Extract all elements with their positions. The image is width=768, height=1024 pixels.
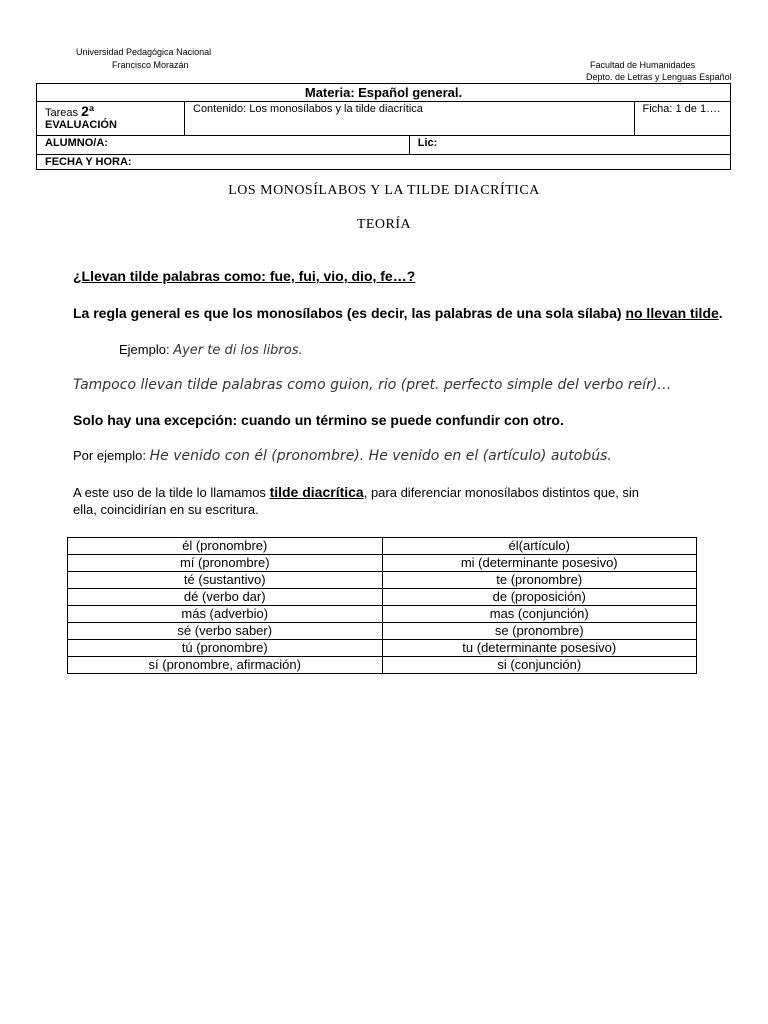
table-row [68, 657, 697, 674]
rule-emphasis: no llevan tilde [625, 305, 719, 321]
example2-text: He venido con él (pronombre). He venido en el (artículo) autobús. [149, 448, 612, 464]
table-cell-left: mí (pronombre) [68, 555, 383, 572]
table-cell-right: tu (determinante posesivo) [382, 640, 697, 657]
table-cell-left: dé (verbo dar) [68, 589, 383, 606]
materia-cell [37, 84, 731, 102]
table-cell-right: mi (determinante posesivo) [382, 555, 697, 572]
contenido-cell: Contenido: Los monosílabos y la tilde diacrítica [185, 102, 635, 136]
table-cell-right: si (conjunción) [382, 657, 697, 674]
tampoco-paragraph: Tampoco llevan tilde palabras como guion, rio (pret. perfecto simple del verbo reír)… [73, 377, 672, 393]
table-cell-right: te (pronombre) [382, 572, 697, 589]
usage-emphasis: tilde diacrítica [269, 484, 364, 500]
usage-line1-end: , para diferenciar monosílabos distintos que, sin [363, 485, 640, 500]
table-row [68, 538, 697, 555]
tareas-label: Tareas [45, 107, 79, 119]
usage-paragraph [73, 484, 713, 518]
table-row [68, 640, 697, 657]
tareas-cell [37, 102, 185, 136]
department-name: Depto. de Letras y Lenguas Español [586, 72, 732, 82]
table-cell-left: sí (pronombre, afirmación) [68, 657, 383, 674]
table-row [68, 555, 697, 572]
table-cell-right: él(artículo) [382, 538, 697, 555]
usage-line2: ella, coincidirían en su escritura. [73, 502, 259, 517]
table-cell-left: tú (pronombre) [68, 640, 383, 657]
lic-field: Lic: [409, 136, 730, 155]
faculty-header [586, 59, 732, 83]
example1-label: Ejemplo: [119, 342, 170, 357]
usage-start: A este uso de la tilde lo llamamos [73, 485, 266, 500]
faculty-name: Facultad de Humanidades [590, 60, 696, 70]
example1 [119, 342, 303, 358]
table-cell-left: té (sustantivo) [68, 572, 383, 589]
table-row [68, 623, 697, 640]
table-row [68, 606, 697, 623]
table-row [68, 589, 697, 606]
page-title: LOS MONOSÍLABOS Y LA TILDE DIACRÍTICA [228, 183, 540, 198]
example2 [73, 448, 612, 464]
rule-paragraph [73, 305, 723, 321]
table-row [68, 572, 697, 589]
materia-value: Español general. [358, 85, 463, 100]
evaluacion-label: EVALUACIÓN [45, 119, 117, 131]
university-header [76, 46, 211, 72]
table-cell-right: de (proposición) [382, 589, 697, 606]
exception-paragraph: Solo hay una excepción: cuando un término se puede confundir con otro. [73, 412, 564, 428]
example1-text: Ayer te di los libros. [173, 343, 303, 358]
table-cell-right: se (pronombre) [382, 623, 697, 640]
tilde-table [67, 537, 697, 674]
materia-label: Materia: [304, 85, 355, 100]
table-cell-right: mas (conjunción) [382, 606, 697, 623]
rule-text: La regla general es que los monosílabos (es decir, las palabras de una sola sílaba) [73, 305, 622, 321]
section-title: TEORÍA [356, 217, 412, 232]
table-cell-left: él (pronombre) [68, 538, 383, 555]
rule-end: . [718, 305, 723, 321]
ficha-cell: Ficha: 1 de 1…. [634, 102, 731, 136]
table-cell-left: sé (verbo saber) [68, 623, 383, 640]
header-form-table [36, 83, 731, 170]
table-cell-left: más (adverbio) [68, 606, 383, 623]
intro-question: ¿Llevan tilde palabras como: fue, fui, vio, dio, fe…? [73, 268, 416, 284]
alumno-field: ALUMNO/A: [37, 136, 410, 155]
fecha-field: FECHA Y HORA: [37, 155, 731, 170]
university-name-line2: Francisco Morazán [112, 60, 189, 70]
university-name: Universidad Pedagógica Nacional [76, 47, 212, 57]
tareas-value: 2ª [81, 103, 95, 119]
example2-label: Por ejemplo: [73, 448, 146, 463]
